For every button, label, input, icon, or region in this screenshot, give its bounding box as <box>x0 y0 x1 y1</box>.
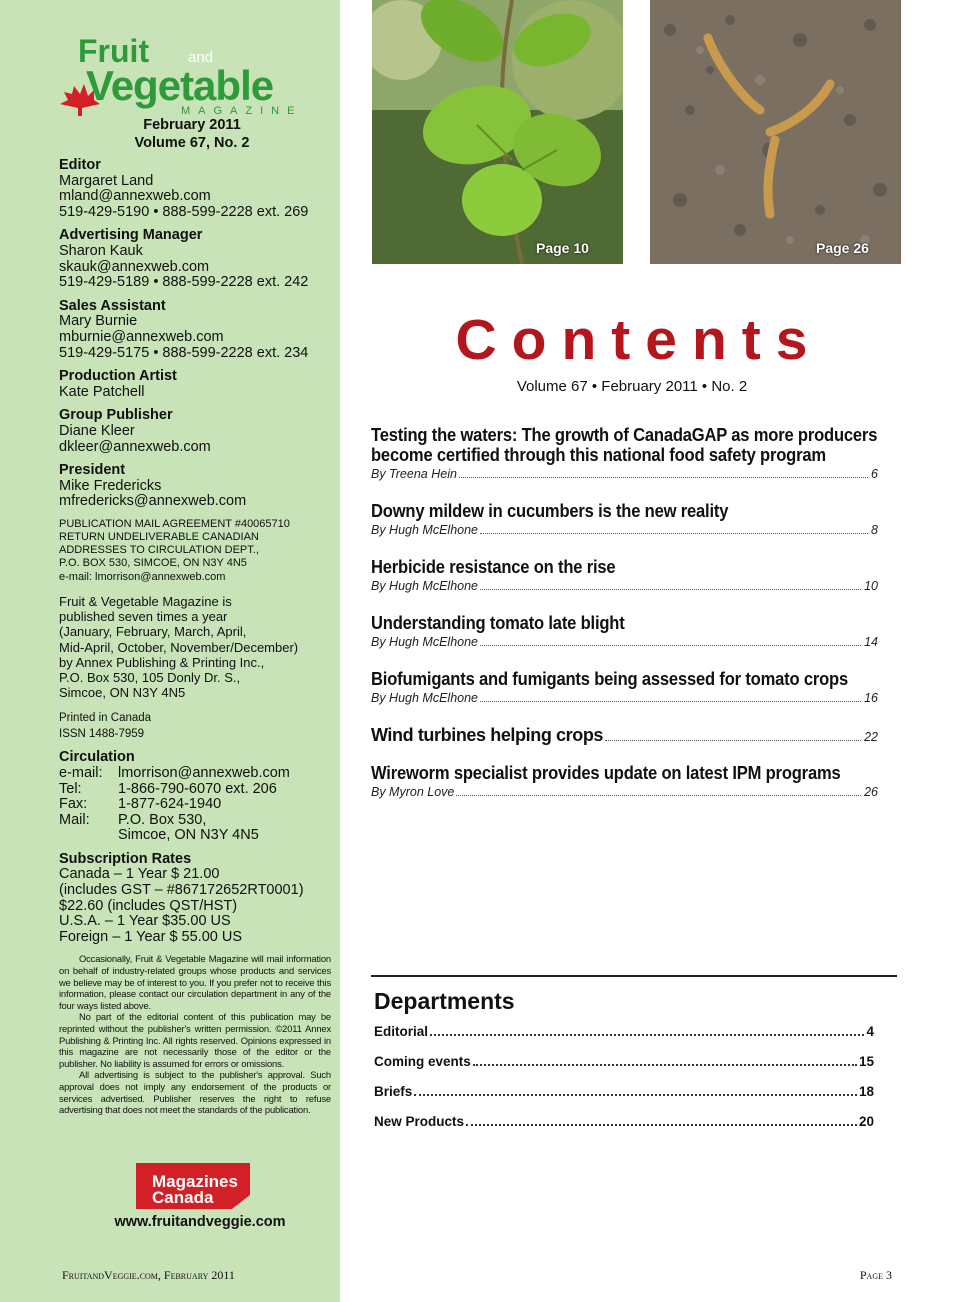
staff-detail: skauk@annexweb.com <box>59 258 210 275</box>
department-label: New Products <box>374 1114 465 1129</box>
photo-wireworms[interactable] <box>650 0 901 264</box>
article-page: 14 <box>864 635 878 649</box>
subscription-line: Foreign – 1 Year $ 55.00 US <box>59 928 242 945</box>
department-list <box>374 1024 874 1144</box>
article-page: 16 <box>864 691 878 705</box>
circulation-section <box>59 750 331 844</box>
staff-detail: Kate Patchell <box>59 383 145 400</box>
article-page: 26 <box>864 785 878 799</box>
departments-title: Departments <box>374 988 515 1014</box>
article-entry[interactable] <box>371 763 878 801</box>
article-byline-row <box>371 465 878 483</box>
dot-leader <box>480 701 861 702</box>
department-label: Briefs <box>374 1084 413 1099</box>
article-list <box>371 425 878 819</box>
article-page: 6 <box>871 467 878 481</box>
staff-detail: 519-429-5175 • 888-599-2228 ext. 234 <box>59 344 309 361</box>
staff-detail: Mary Burnie <box>59 313 138 330</box>
staff-detail: Sharon Kauk <box>59 242 143 259</box>
dot-leader <box>480 533 868 534</box>
contents-subtitle: Volume 67 • February 2011 • No. 2 <box>516 378 748 395</box>
contents-title: Contents <box>455 308 823 372</box>
article-title[interactable]: Understanding tomato late blight <box>371 613 625 633</box>
staff-detail: mland@annexweb.com <box>59 188 211 205</box>
staff-detail: dkleer@annexweb.com <box>59 438 211 455</box>
circulation-row <box>59 797 331 813</box>
magazine-logo <box>58 34 328 118</box>
article-entry[interactable] <box>371 557 878 595</box>
pub-info-line: (January, February, March, April, <box>59 624 247 640</box>
article-title[interactable]: Testing the waters: The growth of CanadaGAP as more producers become certified through this national food safety program <box>371 425 878 465</box>
staff-detail: mburnie@annexweb.com <box>59 328 224 345</box>
department-label: Editorial <box>374 1024 429 1039</box>
badge-line1: Magazines <box>152 1172 238 1191</box>
department-page: 18 <box>858 1084 874 1099</box>
pub-mail-line: RETURN UNDELIVERABLE CANADIAN <box>59 531 259 544</box>
pub-mail-line: PUBLICATION MAIL AGREEMENT #40065710 <box>59 517 290 530</box>
printed-info <box>59 710 331 742</box>
magazines-canada-badge <box>136 1163 250 1209</box>
staff-block <box>59 369 331 400</box>
staff-block <box>59 463 331 510</box>
article-byline: By Myron Love <box>371 785 455 799</box>
leaves-image <box>372 0 623 264</box>
staff-block <box>59 408 331 455</box>
logo-word-magazine: MAGAZINE <box>181 105 303 117</box>
staff-list <box>59 158 331 510</box>
staff-detail: mfredericks@annexweb.com <box>59 493 247 510</box>
logo-word-and: and <box>188 49 214 66</box>
staff-block <box>59 228 331 290</box>
department-page: 4 <box>866 1024 874 1039</box>
subscription-title: Subscription Rates <box>59 850 192 867</box>
page-number: Page 3 <box>859 1268 892 1282</box>
subscription-line: (includes GST – #867172652RT0001) <box>59 882 304 899</box>
dot-leader <box>480 645 861 646</box>
article-byline-row <box>371 577 878 595</box>
departments-divider <box>371 975 897 977</box>
masthead-text <box>59 158 331 1116</box>
department-item[interactable] <box>374 1054 874 1084</box>
article-entry[interactable] <box>371 669 878 707</box>
circulation-key: e-mail: <box>59 764 103 781</box>
department-item[interactable] <box>374 1024 874 1054</box>
circulation-rows <box>59 766 331 844</box>
staff-role: Sales Assistant <box>59 297 166 314</box>
staff-block <box>59 299 331 361</box>
article-page: 8 <box>871 523 878 537</box>
publication-mail-agreement <box>59 518 331 584</box>
pub-info-line: Simcoe, ON N3Y 4N5 <box>59 685 186 701</box>
article-byline: By Hugh McElhone <box>371 523 479 537</box>
staff-role: Editor <box>59 157 101 173</box>
subscription-section <box>59 852 331 946</box>
article-entry[interactable] <box>371 425 878 483</box>
article-title[interactable]: Wireworm specialist provides update on latest IPM programs <box>371 763 841 783</box>
issue-volume: Volume 67, No. 2 <box>134 135 250 151</box>
masthead-sidebar <box>0 0 340 1302</box>
article-byline: By Hugh McElhone <box>371 691 479 705</box>
article-title[interactable]: Biofumigants and fumigants being assessed for tomato crops <box>371 669 849 689</box>
logo-word-vegetable: Vegetable <box>86 62 274 109</box>
article-title[interactable]: Herbicide resistance on the rise <box>371 557 616 577</box>
circulation-value: Simcoe, ON N3Y 4N5 <box>118 827 259 844</box>
pub-mail-line: ADDRESSES TO CIRCULATION DEPT., <box>59 544 259 557</box>
logo-graphic <box>58 34 328 118</box>
badge-line2: Canada <box>152 1188 214 1207</box>
staff-role: Group Publisher <box>59 407 173 424</box>
photo-caption-page26: Page 26 <box>816 240 869 256</box>
dot-leader <box>480 589 861 590</box>
pub-mail-line: e-mail: lmorrison@annexweb.com <box>59 570 226 583</box>
circulation-value: lmorrison@annexweb.com <box>118 764 290 781</box>
pub-info-line: published seven times a year <box>59 609 228 625</box>
logo-word-fruit: Fruit <box>78 34 150 69</box>
department-item[interactable] <box>374 1114 874 1144</box>
dot-leader <box>473 1064 857 1066</box>
subscription-lines <box>59 867 331 945</box>
circulation-title: Circulation <box>59 749 135 766</box>
pub-info-line: Fruit & Vegetable Magazine is <box>59 593 232 609</box>
department-page: 15 <box>858 1054 874 1069</box>
circulation-key <box>59 828 118 844</box>
circulation-row <box>59 828 331 844</box>
article-entry[interactable] <box>371 501 878 539</box>
staff-role: Advertising Manager <box>59 227 203 244</box>
circulation-value: 1-877-624-1940 <box>118 796 222 813</box>
dot-leader <box>459 477 868 478</box>
department-label: Coming events <box>374 1054 471 1069</box>
circulation-value: 1-866-790-6070 ext. 206 <box>118 780 277 797</box>
subscription-line: U.S.A. – 1 Year $35.00 US <box>59 913 231 930</box>
issue-info <box>60 116 324 152</box>
article-entry[interactable] <box>371 725 878 745</box>
circulation-row <box>59 813 331 829</box>
circulation-key: Tel: <box>59 780 82 797</box>
circulation-key: Fax: <box>59 796 88 813</box>
staff-role: President <box>59 462 126 479</box>
article-byline: By Hugh McElhone <box>371 579 479 593</box>
fine-print-paragraph: Occasionally, Fruit & Vegetable Magazine will mail information on behalf of industry-related groups whose products and services we believe may be of interest to you. If you prefer not to receive this information, please contact our circulation department in any of the four ways listed above. <box>59 953 331 1011</box>
staff-detail: 519-429-5190 • 888-599-2228 ext. 269 <box>59 203 309 220</box>
dot-leader <box>605 740 861 741</box>
circulation-value: P.O. Box 530, <box>118 811 207 828</box>
pub-info-line: by Annex Publishing & Printing Inc., <box>59 654 265 670</box>
department-item[interactable] <box>374 1084 874 1114</box>
dot-leader <box>414 1094 857 1096</box>
fine-print-paragraph: No part of the editorial content of this publication may be reprinted without the publisher's written permission. ©2011 Annex Publishing & Printing Inc. All rights reserved. Opinions expressed in this magazine are not necessarily those of the editor or the publisher. No liability is assumed for errors or omissions. <box>59 1011 331 1069</box>
article-byline-row <box>371 633 878 651</box>
issn: ISSN 1488-7959 <box>59 728 145 741</box>
article-byline-row <box>371 521 878 539</box>
photo-caption-page10: Page 10 <box>536 240 589 256</box>
pub-info-line: P.O. Box 530, 105 Donly Dr. S., <box>59 669 241 685</box>
staff-detail: Margaret Land <box>59 172 154 189</box>
staff-detail: Diane Kleer <box>59 422 135 439</box>
article-entry[interactable] <box>371 613 878 651</box>
magazines-canada-logo <box>136 1163 250 1209</box>
fine-print-paragraph: All advertising is subject to the publisher's approval. Such approval does not imply any endorsement of the products or services advertised. Publisher reserves the right to refuse advertising that does not meet the standards of the publication. <box>59 1069 331 1116</box>
staff-detail: Mike Fredericks <box>59 477 162 494</box>
printed-in-canada: Printed in Canada <box>59 712 152 725</box>
publication-info <box>59 594 331 700</box>
subscription-line: $22.60 (includes QST/HST) <box>59 897 238 914</box>
article-byline-row <box>371 689 878 707</box>
article-byline: By Treena Hein <box>371 467 457 481</box>
dot-leader <box>430 1034 864 1036</box>
circulation-row <box>59 782 331 798</box>
fine-print <box>59 953 331 1115</box>
pub-mail-line: P.O. BOX 530, SIMCOE, ON N3Y 4N5 <box>59 557 247 570</box>
pub-info-line: Mid-April, October, November/December) <box>59 639 299 655</box>
circulation-row <box>59 766 331 782</box>
staff-detail: 519-429-5189 • 888-599-2228 ext. 242 <box>59 274 309 291</box>
article-title[interactable]: Downy mildew in cucumbers is the new reality <box>371 501 729 521</box>
circulation-key: Mail: <box>59 811 90 828</box>
photo-leaves[interactable] <box>372 0 623 264</box>
article-byline: By Hugh McElhone <box>371 635 479 649</box>
wireworm-image <box>650 0 901 264</box>
article-page: 10 <box>864 579 878 593</box>
dot-leader <box>466 1124 857 1126</box>
website-link[interactable]: www.fruitandveggie.com <box>114 1214 286 1230</box>
dot-leader <box>456 795 861 796</box>
staff-role: Production Artist <box>59 368 177 385</box>
footer-publication: FruitandVeggie.com, February 2011 <box>62 1268 235 1282</box>
article-page: 22 <box>864 730 878 744</box>
issue-date: February 2011 <box>143 117 241 133</box>
staff-block <box>59 158 331 220</box>
department-page: 20 <box>858 1114 874 1129</box>
article-title-row <box>371 725 878 745</box>
article-title[interactable]: Wind turbines helping crops <box>371 725 604 745</box>
subscription-line: Canada – 1 Year $ 21.00 <box>59 866 220 883</box>
article-byline-row <box>371 783 878 801</box>
